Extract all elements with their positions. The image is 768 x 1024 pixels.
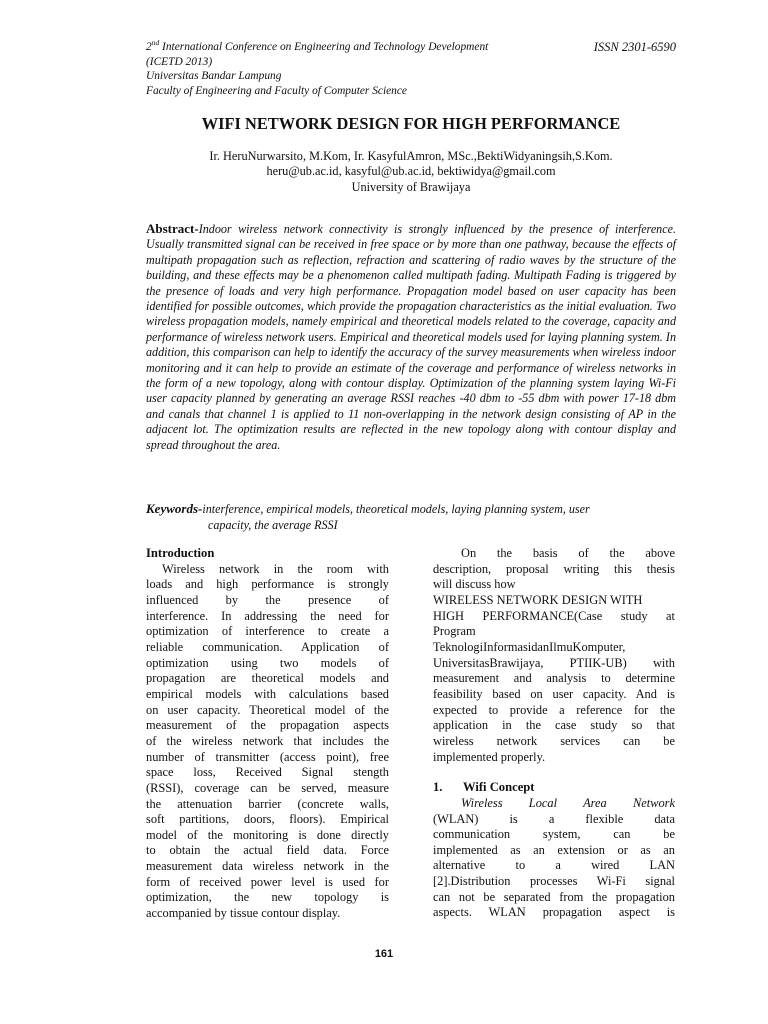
text-line: implemented properly. (433, 749, 546, 764)
text-line: the attenuation barrier (concrete walls, (146, 796, 389, 811)
text-line: Program (433, 624, 476, 639)
text-line: can not be separated from the propagation (433, 889, 675, 904)
intro-heading: Introduction (146, 546, 215, 560)
author-emails: heru@ub.ac.id, kasyful@ub.ac.id, bektiwidya@gmail.com (266, 164, 556, 179)
keywords-line-2: capacity, the average RSSI (208, 517, 338, 532)
section-1-title: Wifi Concept (463, 780, 535, 795)
text-line: measurement of the propagation aspects (146, 718, 389, 733)
faculty: Faculty of Engineering and Faculty of Computer Science (146, 84, 407, 97)
keywords-line-1: interference, empirical models, theoretical models, laying planning system, user (202, 502, 590, 516)
text-line: will discuss how (433, 577, 516, 592)
text-line: WIRELESS NETWORK DESIGN WITH (433, 592, 643, 607)
text-line: accompanied by tissue contour display. (146, 906, 341, 921)
text-line: [2].Distribution processes Wi-Fi signal (433, 874, 675, 889)
text-line: soft partitions, doors, floors). Empirical (146, 812, 389, 827)
text-line: expected to provide a reference for the (433, 702, 675, 717)
text-line: empirical models with calculations based (146, 686, 389, 701)
abstract-label: Abstract- (146, 221, 199, 236)
text-line: TeknologiInformasidanIlmuKomputer, (433, 639, 626, 654)
text-line: measurement data wireless network in the (146, 859, 389, 874)
abstract (146, 221, 676, 453)
text-line: propagation are theoretical models and (146, 671, 389, 686)
section-1-heading (433, 780, 675, 796)
text-line: Wireless Local Area Network (461, 795, 675, 810)
keywords (146, 501, 676, 533)
text-line: of the wireless network that includes the (146, 733, 389, 748)
university: Universitas Bandar Lampung (146, 70, 282, 82)
conference-abbr: (ICETD 2013) (146, 55, 213, 68)
text-line: form of received power level is used for (146, 874, 389, 889)
text-line: (RSSI), coverage can be served, measure (146, 780, 389, 795)
text-line: implemented as an extension or as an (433, 842, 675, 857)
text-line: influenced by the presence of (146, 592, 389, 607)
text-line: reliable communication. Application of (146, 639, 389, 654)
conference-header (146, 40, 676, 98)
right-column (433, 546, 675, 921)
text-line: measurement and analysis to determine (433, 671, 675, 686)
text-line: to obtain the actual field data. Force (146, 843, 389, 858)
author-names: Ir. HeruNurwarsito, M.Kom, Ir. KasyfulAmron, MSc.,BektiWidyaningsih,S.Kom. (209, 149, 613, 163)
text-line: On the basis of the above (461, 546, 675, 560)
text-line: optimization of interference to create a (146, 624, 389, 639)
author-block (146, 149, 676, 195)
issn: ISSN 2301-6590 (593, 40, 676, 54)
text-line: model of the monitoring is done directly (146, 827, 389, 842)
text-line: (WLAN) is a flexible data (433, 811, 675, 826)
text-line: aspects. WLAN propagation aspect is (433, 905, 675, 920)
text-line: application in the case study so that (433, 718, 675, 733)
text-line: on user capacity. Theoretical model of the (146, 702, 389, 717)
keywords-label: Keywords- (146, 501, 203, 516)
paper-title: WIFI NETWORK DESIGN FOR HIGH PERFORMANCE (201, 114, 621, 133)
text-line: feasibility based on user capacity. And is (433, 686, 675, 701)
section-1-number: 1. (433, 780, 443, 795)
text-line: description, proposal writing this thesis (433, 561, 675, 576)
page-number: 161 (374, 948, 394, 960)
text-line: space loss, Received Signal stength (146, 765, 389, 780)
left-column (146, 546, 389, 922)
text-line: wireless network services can be (433, 733, 675, 748)
text-line: alternative to a wired LAN (433, 858, 675, 873)
author-affiliation: University of Brawijaya (351, 179, 471, 194)
text-line: optimization, the new topology is (146, 890, 389, 905)
text-line: number of transmitter (access point), free (146, 749, 389, 764)
conference-name: 2nd International Conference on Engineering and Technology Development (146, 38, 489, 53)
abstract-text: Indoor wireless network connectivity is strongly influenced by the presence of interference. Usually transmitted signal can be received in free space or by more than one pathway, because the effects of multipath propagation such as reflection, refraction and scattering of radio waves by the structure of the building, and these effects may be a phenomenon called multipath fading. Multipath Fading is triggered by the presence of loads and very high performance. Propagation model based on user capacity has been identified for possible outcomes, which provide the propagation characteristics as the initial evaluation. Two wireless propagation models, namely empirical and theoretical models related to the coverage, capacity and performance of wireless network users. Empirical and theoretical models used for laying planning system. In addition, this comparison can help to identify the accuracy of the survey measurements when wireless indoor monitoring and it can help to provide an estimate of the coverage and performance of wireless networks in the form of a new topology, along with contour display. Optimization of the planning system laying Wi-Fi user capacity planned by generating an average RSSI reaches -40 dbm to -55 dbm with power 17-18 dbm and canals that channel 1 is applied to 11 non-overlapping in the network design consisting of AP in the adjacent lot. The optimization results are reflected in the new topology along with contour display and spread throughout the area. (146, 222, 676, 452)
text-line: HIGH PERFORMANCE(Case study at (433, 608, 675, 623)
text-line: Wireless network in the room with (162, 561, 389, 576)
text-line: communication system, can be (433, 827, 675, 842)
text-line: UniversitasBrawijaya, PTIIK-UB) with (433, 655, 675, 670)
text-line: interference. In addressing the need for (146, 608, 389, 623)
text-line: loads and high performance is strongly (146, 577, 389, 592)
text-line: optimization using two models of (146, 655, 389, 670)
